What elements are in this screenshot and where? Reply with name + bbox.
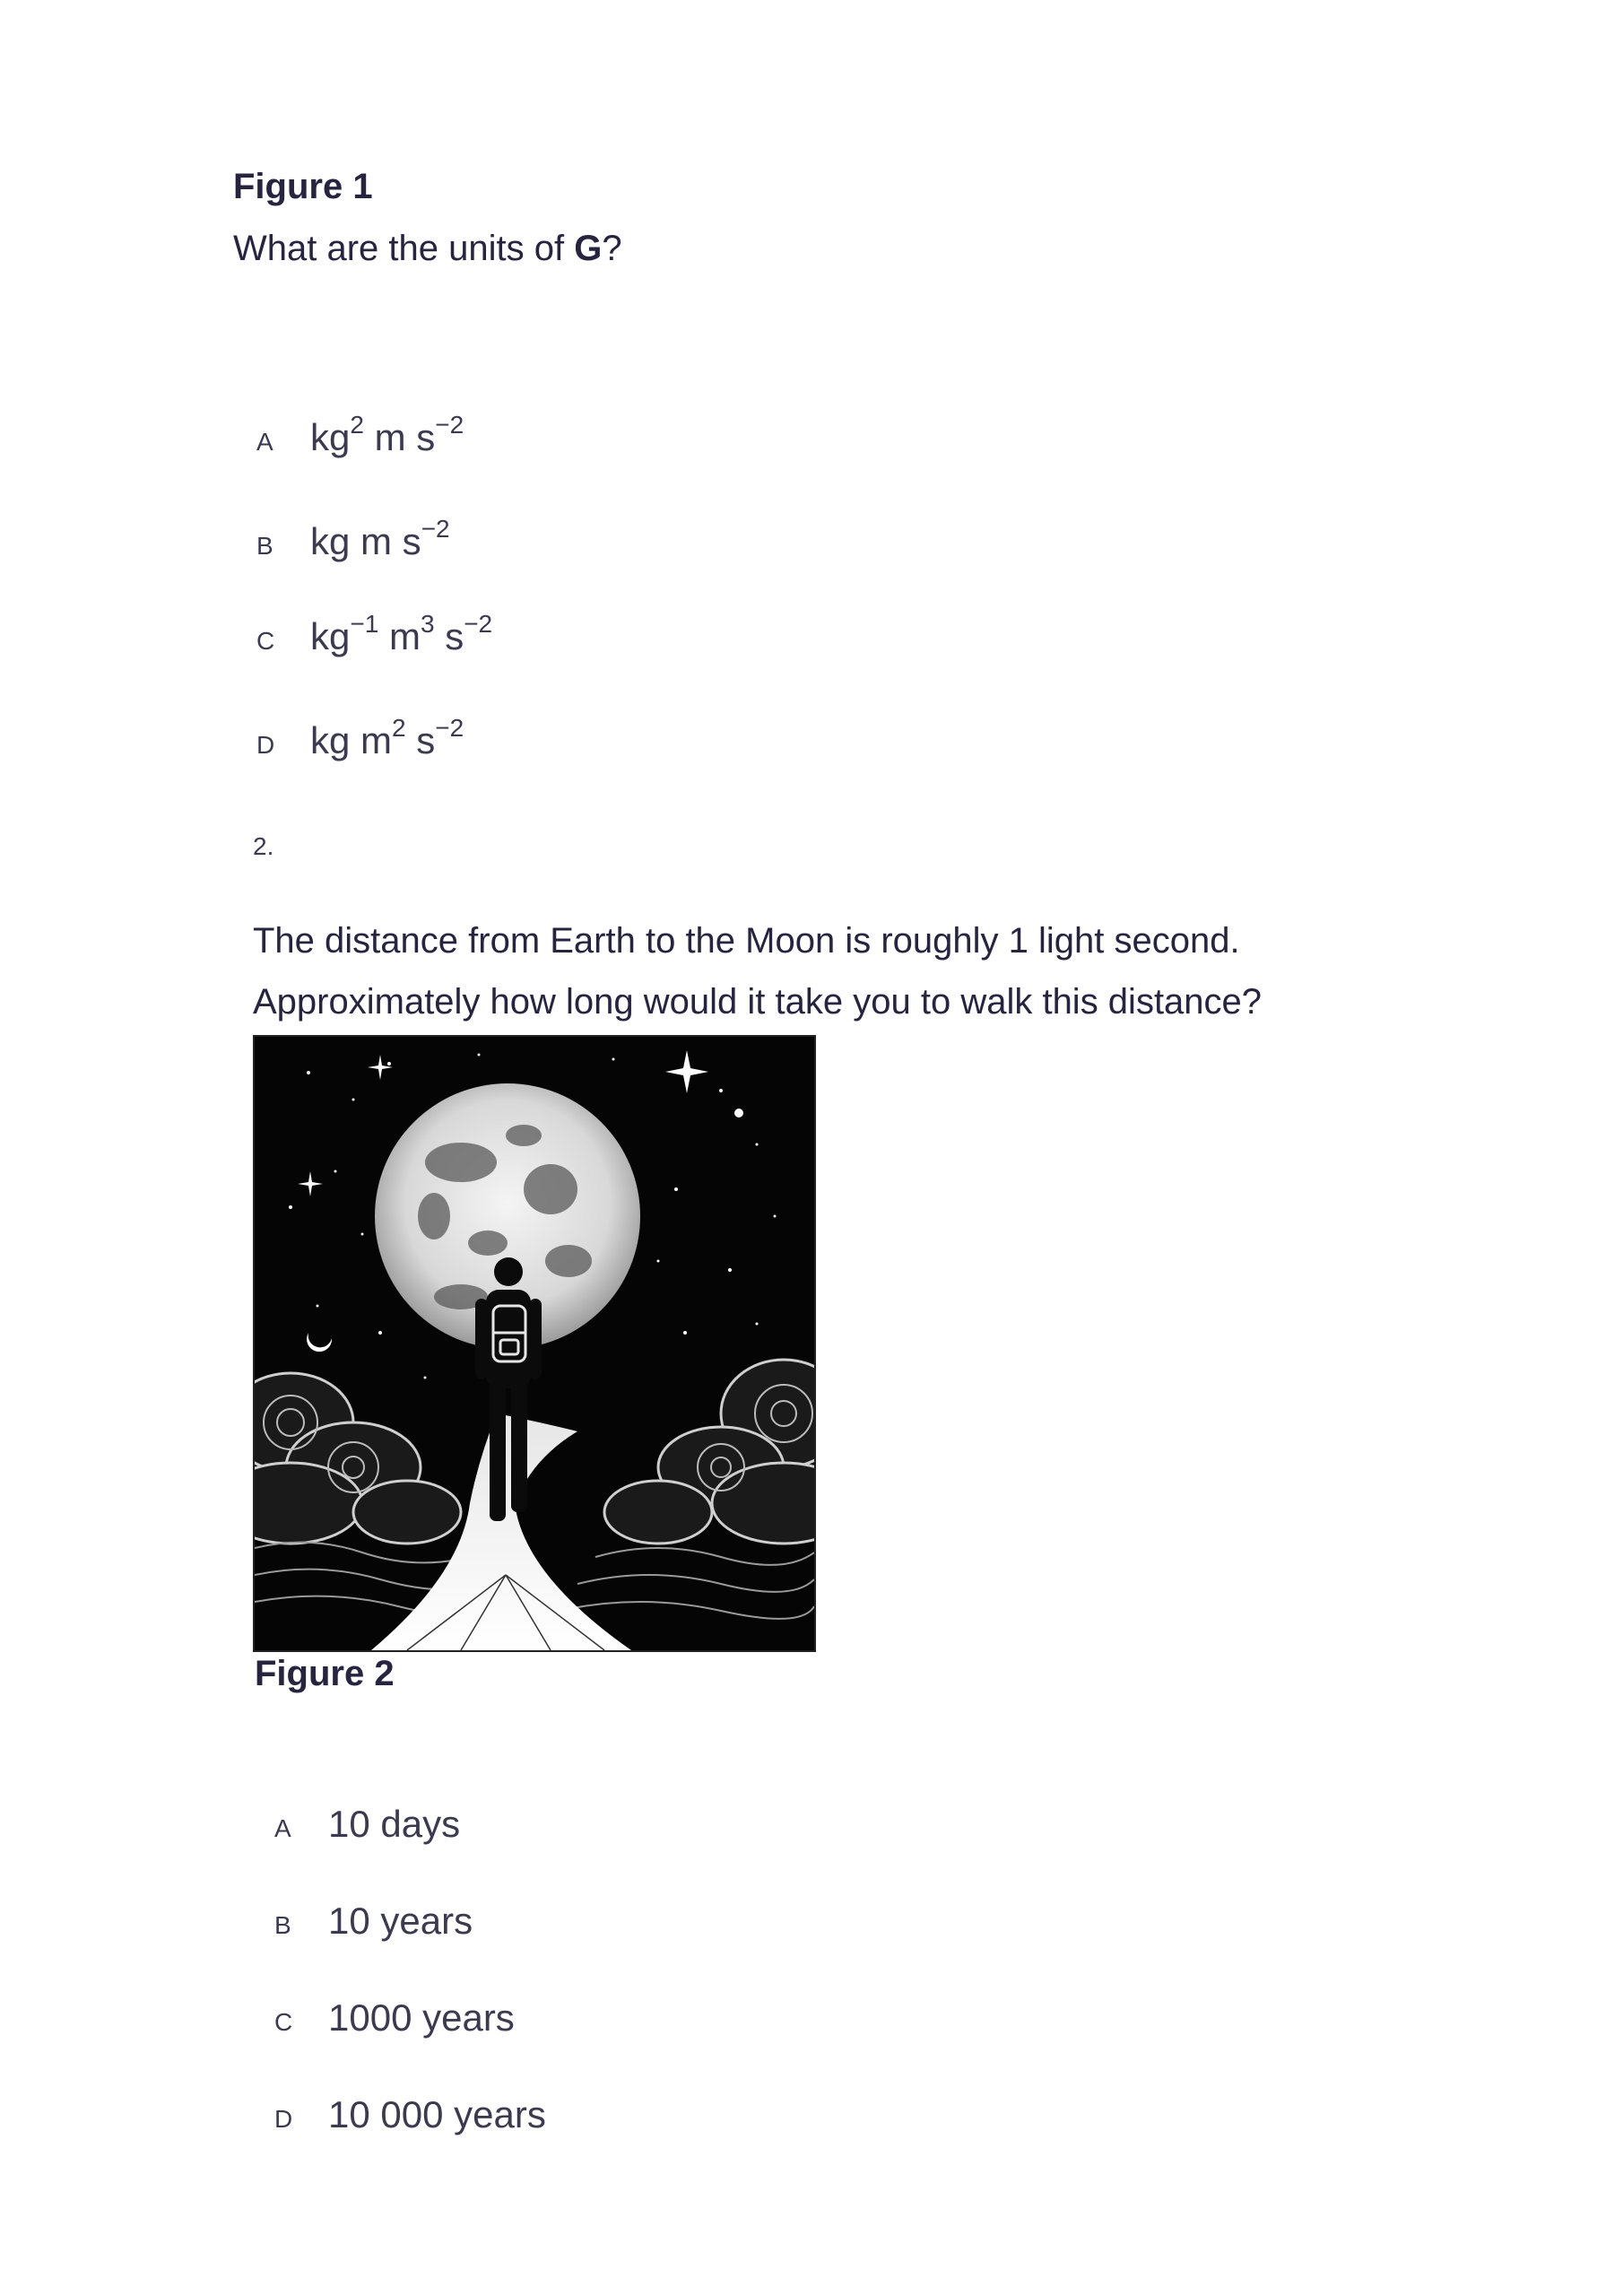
moon-walker-illustration — [255, 1037, 814, 1650]
q1-option-letter: B — [256, 532, 273, 560]
q2-option-text: 10 days — [328, 1803, 461, 1845]
q2-option-text: 1000 years — [328, 1996, 515, 2039]
q1-option-text: $kg^2$ m $s^{-2}$ — [310, 411, 464, 458]
question-1-text — [233, 219, 622, 279]
figure-2-label: Figure 2 — [255, 1654, 395, 1693]
q1-option-letter: D — [256, 731, 275, 759]
q1-option-d[interactable] — [256, 714, 464, 762]
q2-option-letter: A — [274, 1814, 291, 1842]
question-1-symbol: G — [574, 229, 603, 268]
q2-option-text: 10 years — [328, 1900, 473, 1942]
q2-option-letter: C — [274, 2008, 293, 2036]
q2-option-text: 10 000 years — [328, 2093, 546, 2135]
q2-option-letter: D — [274, 2105, 293, 2133]
q1-option-a[interactable] — [256, 411, 464, 459]
q2-option-c[interactable] — [274, 1996, 515, 2039]
q1-option-letter: A — [256, 428, 273, 456]
question-1-suffix: ? — [602, 229, 622, 268]
figure-1-label: Figure 1 — [233, 167, 373, 206]
q2-option-a[interactable] — [274, 1803, 460, 1846]
question-1-prefix: What are the units of — [233, 229, 575, 268]
figure-2-illustration — [253, 1035, 816, 1652]
q1-option-c[interactable] — [256, 610, 493, 658]
q1-option-text: $kg^{-1}$ $m^3$ $s^{-2}$ — [310, 610, 493, 657]
question-2-number: 2. — [253, 832, 274, 860]
q2-option-b[interactable] — [274, 1900, 473, 1943]
q1-option-text: kg $m^2$ $s^{-2}$ — [310, 714, 464, 761]
q2-option-letter: B — [274, 1911, 291, 1939]
q1-option-text: kg m $s^{-2}$ — [310, 515, 450, 562]
question-2-line-2: Approximately how long would it take you to walk this distance? — [253, 982, 1263, 1022]
question-2-line-1: The distance from Earth to the Moon is roughly 1 light second. — [253, 921, 1240, 961]
q1-option-letter: C — [256, 627, 275, 655]
q1-option-b[interactable] — [256, 515, 450, 563]
q2-option-d[interactable] — [274, 2093, 546, 2136]
